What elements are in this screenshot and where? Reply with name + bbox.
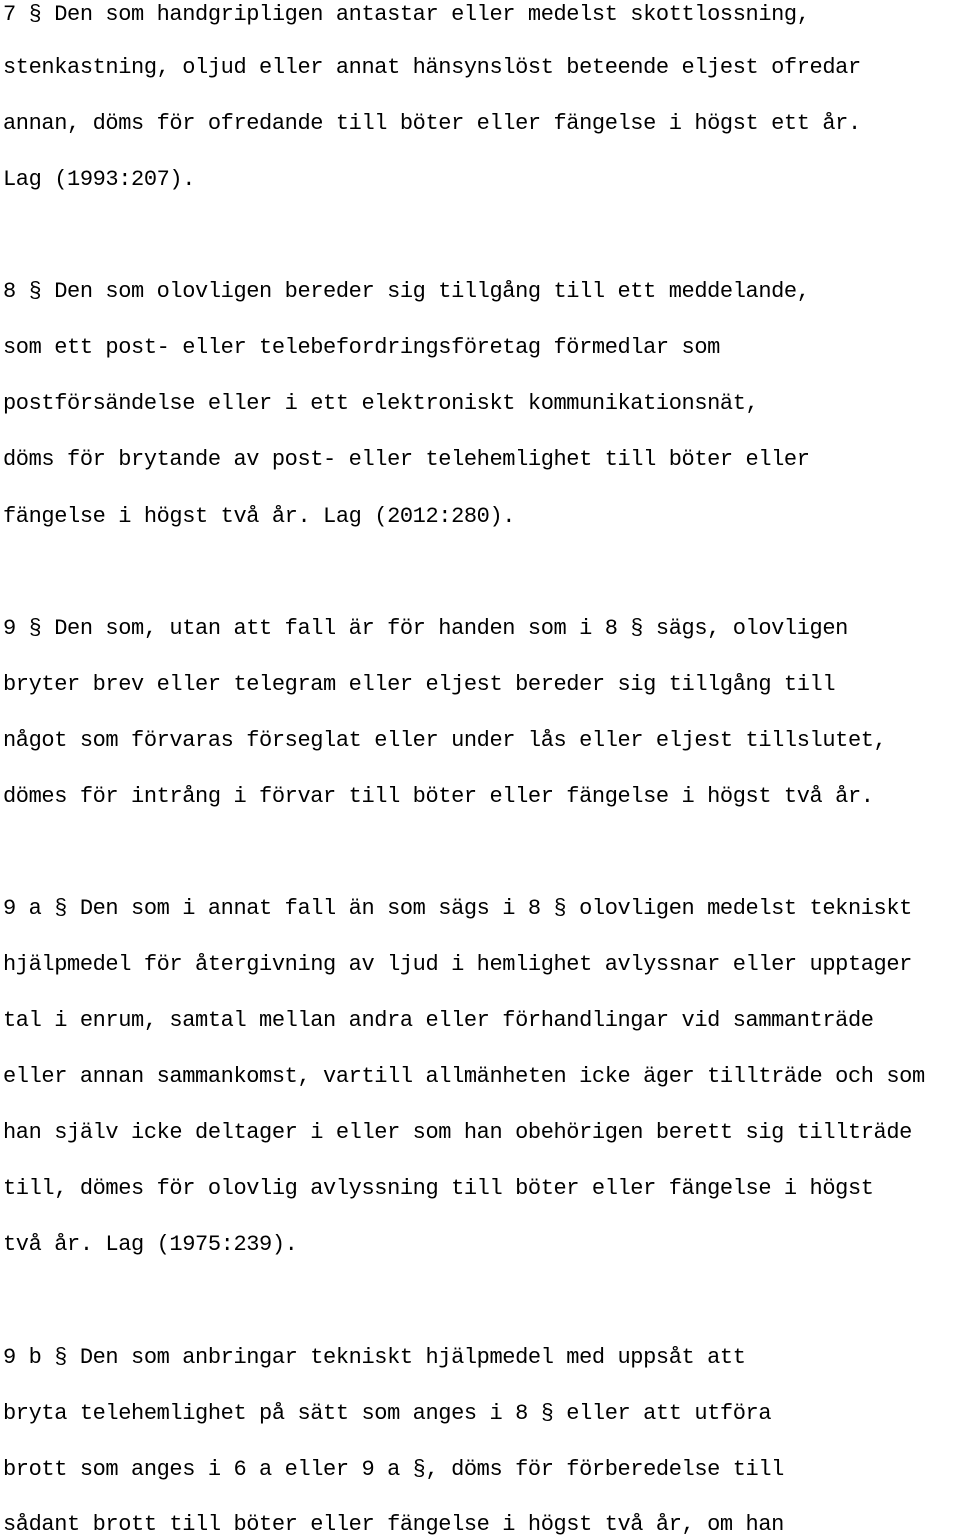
text-line: till, dömes för olovlig avlyssning till böter eller fängelse i högst: [3, 1176, 874, 1201]
text-line: 9 § Den som, utan att fall är för handen som i 8 § sägs, olovligen: [3, 616, 848, 641]
text-line: bryter brev eller telegram eller eljest bereder sig tillgång till: [3, 672, 836, 697]
text-line: sådant brott till böter eller fängelse i högst två år, om han: [3, 1512, 784, 1537]
text-line: han själv icke deltager i eller som han obehörigen berett sig tillträde: [3, 1120, 912, 1145]
text-line: dömes för intrång i förvar till böter eller fängelse i högst två år.: [3, 784, 874, 809]
text-line: postförsändelse eller i ett elektroniskt kommunikationsnät,: [3, 391, 759, 416]
text-line: tal i enrum, samtal mellan andra eller förhandlingar vid sammanträde: [3, 1008, 874, 1033]
text-line: döms för brytande av post- eller telehemlighet till böter eller: [3, 447, 810, 472]
text-line: fängelse i högst två år. Lag (2012:280).: [3, 504, 516, 529]
text-line: något som förvaras förseglat eller under lås eller eljest tillslutet,: [3, 728, 887, 753]
text-line: 9 b § Den som anbringar tekniskt hjälpmedel med uppsåt att: [3, 1345, 746, 1370]
text-line: eller annan sammankomst, vartill allmänheten icke äger tillträde och som: [3, 1064, 925, 1089]
text-line: två år. Lag (1975:239).: [3, 1232, 298, 1257]
text-line: hjälpmedel för återgivning av ljud i hemlighet avlyssnar eller upptager: [3, 952, 912, 977]
text-line: brott som anges i 6 a eller 9 a §, döms för förberedelse till: [3, 1457, 784, 1482]
text-line: 9 a § Den som i annat fall än som sägs i 8 § olovligen medelst tekniskt: [3, 896, 912, 921]
text-line: stenkastning, oljud eller annat hänsynslöst beteende eljest ofredar: [3, 55, 861, 80]
text-line: Lag (1993:207).: [3, 167, 196, 192]
text-line: som ett post- eller telebefordringsföretag förmedlar som: [3, 335, 720, 360]
text-line: annan, döms för ofredande till böter eller fängelse i högst ett år.: [3, 111, 861, 136]
text-line: bryta telehemlighet på sätt som anges i 8 § eller att utföra: [3, 1401, 772, 1426]
text-line: 8 § Den som olovligen bereder sig tillgång till ett meddelande,: [3, 279, 810, 304]
text-line: 7 § Den som handgripligen antastar eller medelst skottlossning,: [3, 2, 810, 27]
